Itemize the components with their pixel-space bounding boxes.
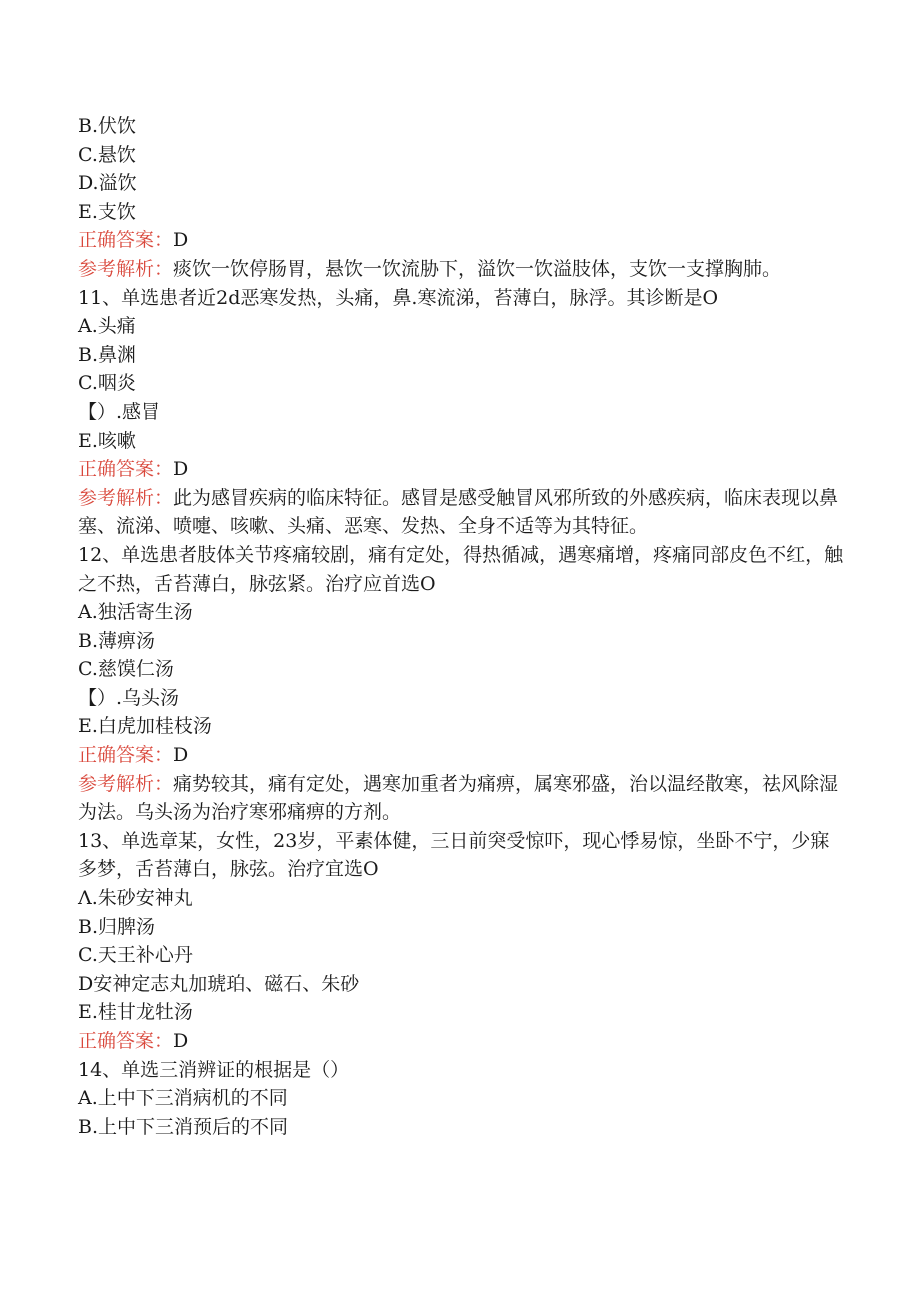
document-page	[78, 112, 848, 1141]
analysis-text: 此为感冒疾病的临床特征。感冒是感受触冒风邪所致的外感疾病，临床表现以鼻塞、流涕、喷嚏、咳嗽、头痛、恶寒、发热、全身不适等为其特征。	[78, 486, 839, 538]
analysis-label: 参考解析：	[78, 257, 174, 280]
option-line: B.薄痹汤	[78, 629, 156, 652]
answer-label: 正确答案：	[78, 458, 174, 481]
analysis-text: 痰饮一饮停肠胃，悬饮一饮流胁下，溢饮一饮溢肢体，支饮一支撑胸肺。	[173, 257, 782, 280]
option-line: B.上中下三消预后的不同	[78, 1115, 289, 1138]
option-line: A.独活寄生汤	[78, 601, 193, 624]
analysis-line	[78, 770, 848, 827]
answer-line	[78, 455, 848, 484]
option-line: C.咽炎	[78, 372, 136, 395]
answer-value: D	[173, 744, 189, 767]
answer-label: 正确答案：	[78, 1030, 174, 1052]
option-line: 【）.乌头汤	[78, 686, 180, 709]
answer-line	[78, 226, 848, 255]
question-line: 14、单选三消辨证的根据是（）	[78, 1058, 350, 1081]
option-line: C.天王补心丹	[78, 944, 193, 967]
option-line: 【）.感冒	[78, 400, 161, 423]
analysis-line	[78, 484, 848, 541]
analysis-text: 痛势较其，痛有定处，遇寒加重者为痛痹，属寒邪盛，治以温经散寒，祛风除湿为法。乌头汤为治疗寒邪痛痹的方剂。	[78, 772, 839, 824]
analysis-label: 参考解析：	[78, 772, 174, 795]
option-line: D安神定志丸加琥珀、磁石、朱砂	[78, 972, 360, 995]
answer-value: D	[173, 229, 189, 252]
option-line: E.支饮	[78, 200, 136, 223]
answer-line	[78, 741, 848, 770]
option-line: A.头痛	[78, 315, 136, 338]
option-line: E.咳嗽	[78, 429, 136, 452]
option-line: B.鼻渊	[78, 343, 137, 366]
answer-value: D	[173, 1030, 189, 1052]
option-line: E.桂甘龙牡汤	[78, 1001, 193, 1024]
analysis-label: 参考解析：	[78, 486, 174, 509]
answer-line	[78, 1027, 848, 1056]
question-line: 11、单选患者近2d恶寒发热，头痛，鼻.寒流涕，苔薄白，脉浮。其诊断是O	[78, 286, 719, 309]
option-line: B.伏饮	[78, 115, 137, 137]
question-line: 13、单选章某，女性，23岁，平素体健，三日前突受惊吓，现心悸易惊，坐卧不宁，少寐多梦，舌苔薄白，脉弦。治疗宜选O	[78, 829, 830, 881]
answer-label: 正确答案：	[78, 744, 174, 767]
option-line: B.归脾汤	[78, 915, 156, 938]
question-line: 12、单选患者肢体关节疼痛较剧，痛有定处，得热循减，遇寒痛增，疼痛同部皮色不红，触之不热，舌苔薄白，脉弦紧。治疗应首选O	[78, 543, 844, 595]
answer-value: D	[173, 458, 189, 481]
option-line: C.悬饮	[78, 143, 136, 166]
option-line: Λ.朱砂安神丸	[78, 887, 193, 910]
option-line: C.慈馍仁汤	[78, 658, 174, 681]
option-line: A.上中下三消病机的不同	[78, 1087, 288, 1110]
option-line: E.白虎加桂枝汤	[78, 715, 212, 738]
analysis-line	[78, 255, 848, 284]
answer-label: 正确答案：	[78, 229, 174, 252]
option-line: D.溢饮	[78, 172, 137, 195]
